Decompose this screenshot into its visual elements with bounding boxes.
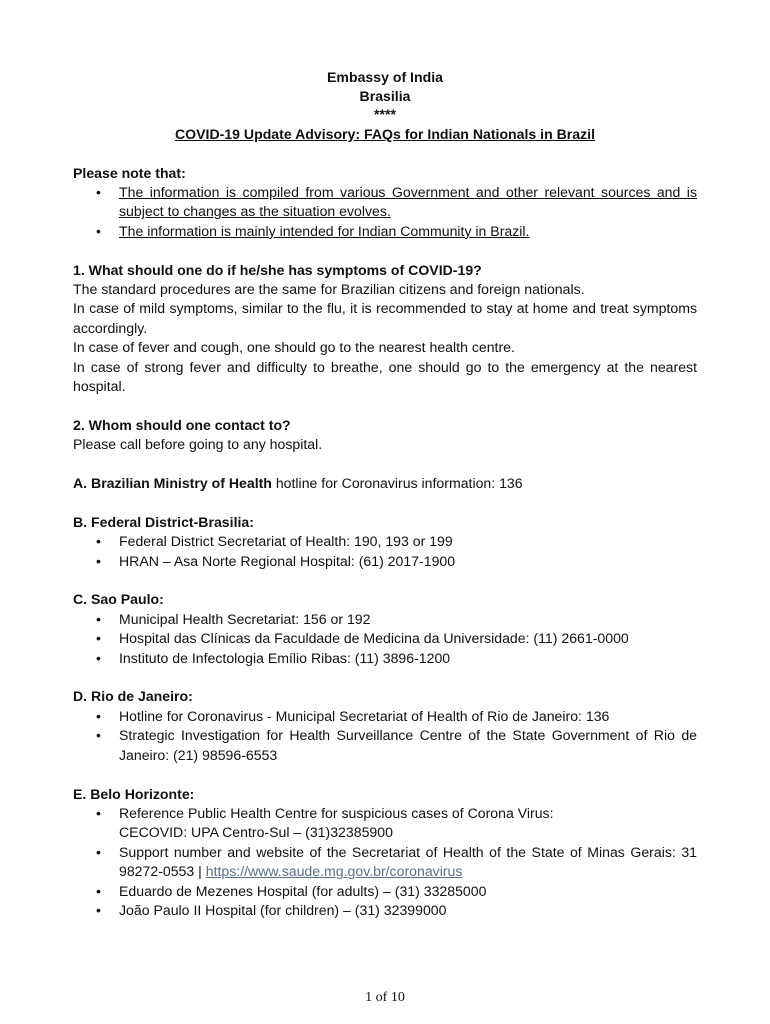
page-number: 1 of 10 (365, 990, 405, 1005)
list-item: • The information is compiled from various Government and other relevant sources and is subject to changes as the situation evolves. (73, 183, 697, 222)
list-item-text: Support number and website of the Secretariat of Health of the State of Minas Gerais: 31 98272-0553 | (119, 843, 697, 880)
paragraph: In case of strong fever and difficulty to breathe, one should go to the emergency at the nearest hospital. (73, 358, 697, 395)
document-page (73, 68, 697, 920)
city-name: Brasilia (359, 88, 411, 105)
section-a (73, 474, 697, 493)
section-c-heading: C. Sao Paulo: (73, 591, 164, 608)
section-e-heading: E. Belo Horizonte: (73, 785, 195, 802)
section-a-text: hotline for Coronavirus information: 136 (271, 475, 523, 492)
q1-heading: 1. What should one do if he/she has symptoms of COVID-19? (73, 261, 482, 278)
list-item: • The information is mainly intended for Indian Community in Brazil. (73, 222, 697, 241)
paragraph: The standard procedures are the same for Brazilian citizens and foreign nationals. (73, 281, 585, 298)
list-item: • João Paulo II Hospital (for children) – (31) 32399000 (73, 901, 697, 920)
list-item: • HRAN – Asa Norte Regional Hospital: (61) 2017-1900 (73, 552, 697, 571)
org-name: Embassy of India (327, 69, 443, 85)
list-item: • Strategic Investigation for Health Surveillance Centre of the State Government of Rio de Janeiro: (21) 98596-6553 (73, 726, 697, 765)
q2-heading: 2. Whom should one contact to? (73, 416, 291, 433)
section-b-list (73, 532, 697, 571)
list-item: • Municipal Health Secretariat: 156 or 192 (73, 610, 697, 629)
section-c-list (73, 610, 697, 668)
list-item: • Federal District Secretariat of Health: 190, 193 or 199 (73, 532, 697, 551)
section-a-title: A. Brazilian Ministry of Health (73, 475, 272, 492)
saude-mg-link[interactable]: https://www.saude.mg.gov.br/coronavirus (205, 863, 463, 880)
document-title: COVID-19 Update Advisory: FAQs for Indian Nationals in Brazil (174, 125, 595, 142)
list-item (73, 843, 697, 882)
section-d-list (73, 707, 697, 765)
section-b-heading: B. Federal District-Brasilia: (73, 513, 254, 530)
list-item: • Hospital das Clínicas da Faculdade de Medicina da Universidade: (11) 2661-0000 (73, 629, 697, 648)
section-d-heading: D. Rio de Janeiro: (73, 688, 193, 705)
list-item-line: Reference Public Health Centre for suspicious cases of Corona Virus: (119, 804, 554, 821)
note-heading: Please note that: (73, 164, 186, 181)
separator-stars: **** (374, 105, 396, 122)
list-item: • Hotline for Coronavirus - Municipal Secretariat of Health of Rio de Janeiro: 136 (73, 707, 697, 726)
paragraph: Please call before going to any hospital. (73, 436, 323, 453)
list-item-line: CECOVID: UPA Centro-Sul – (31)32385900 (119, 824, 393, 841)
section-e-list (73, 804, 697, 920)
paragraph: In case of mild symptoms, similar to the flu, it is recommended to stay at home and treat symptoms accordingly. (73, 300, 697, 336)
list-item: • Eduardo de Mezenes Hospital (for adults) – (31) 33285000 (73, 882, 697, 901)
list-item (73, 804, 697, 843)
paragraph: In case of fever and cough, one should go to the nearest health centre. (73, 339, 515, 356)
note-list (73, 183, 697, 241)
list-item: • Instituto de Infectologia Emílio Ribas: (11) 3896-1200 (73, 649, 697, 668)
